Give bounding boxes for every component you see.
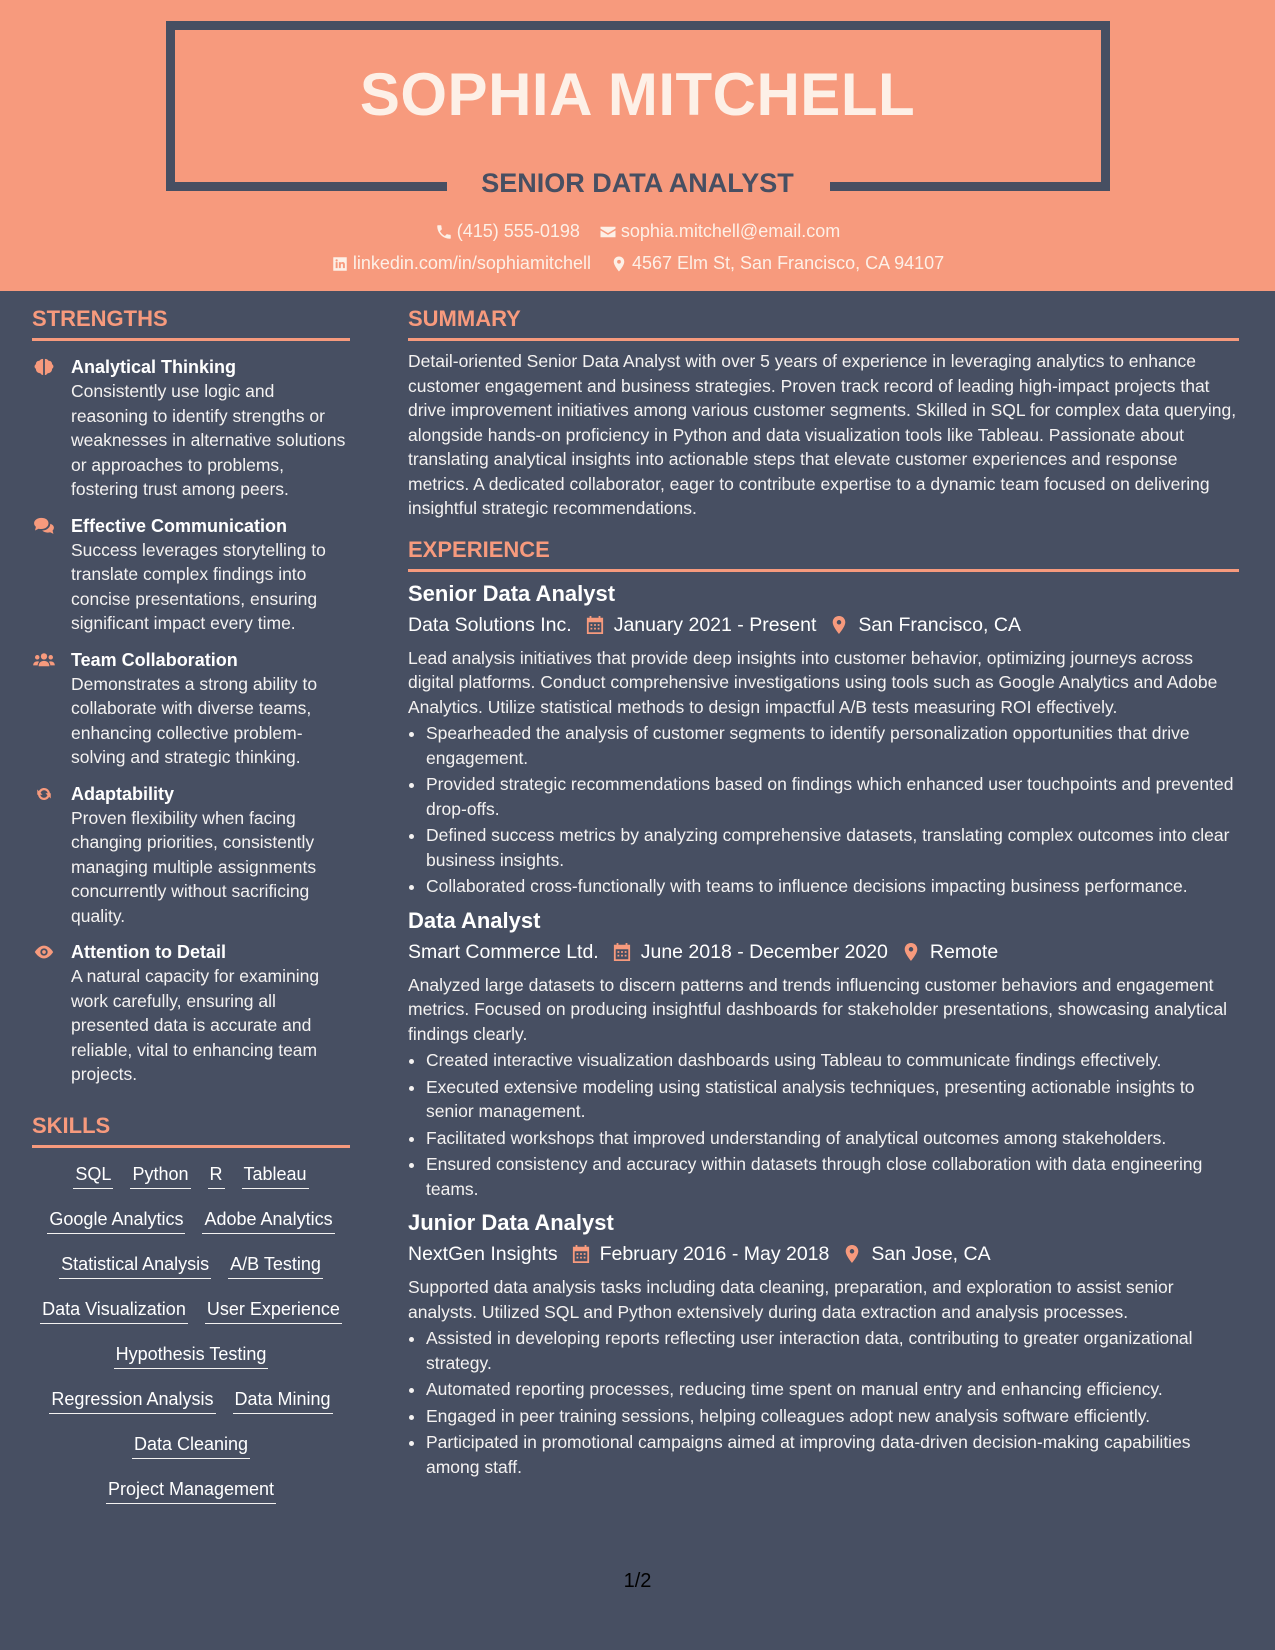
skill-row [32,1334,350,1379]
map-marker-icon [610,255,628,273]
email-contact[interactable] [599,221,840,242]
map-marker-icon [902,942,920,962]
linkedin-text: linkedin.com/in/sophiamitchell [352,253,591,273]
skill-row [32,1199,350,1244]
skill-tag: User Experience [205,1298,342,1324]
phone-contact[interactable] [435,221,580,242]
job-bullet: • Ensured consistency and accuracy within datasets through close collaboration with data engineering teams. [426,1152,1239,1201]
strength-title: Analytical Thinking [71,357,237,377]
linkedin-contact[interactable] [331,253,591,274]
strength-title: Team Collaboration [71,649,238,670]
job-bullet: • Spearheaded the analysis of customer segments to identify personalization opportunities that drive engagement. [426,721,1239,770]
calendar-icon [613,942,631,962]
map-marker-icon [830,615,848,635]
skill-row [32,1379,350,1424]
email-text: sophia.mitchell@email.com [620,221,841,241]
map-marker-icon [843,1244,861,1264]
job-bullets [408,1048,1239,1201]
job-company: Data Solutions Inc. [408,613,572,636]
skill-tag: R [208,1163,225,1189]
strength-title: Attention to Detail [71,942,226,962]
strength-description: Success leverages storytelling to translate complex findings into concise presentations, ensuring significant impact every time. [71,539,326,633]
job-bullets [408,1326,1239,1479]
calendar-icon [586,615,604,635]
candidate-name: SOPHIA MITCHELL [359,61,916,128]
right-column [408,306,1239,1481]
job-company: Smart Commerce Ltd. [408,940,599,963]
job-bullets [408,721,1239,899]
job-bullet: • Executed extensive modeling using statistical analysis techniques, presenting actionable insights to senior management. [426,1075,1239,1124]
job-bullet: • Created interactive visualization dashboards using Tableau to communicate findings effectively. [426,1048,1239,1073]
job-description: Supported data analysis tasks including data cleaning, preparation, and exploration to assist senior analysts. Utilized SQL and Python extensively during data extraction and analysis processes. [408,1277,1174,1322]
job-meta [408,610,1239,640]
skills-list [32,1154,350,1514]
skill-row [32,1469,350,1514]
summary-text: Detail-oriented Senior Data Analyst with over 5 years of experience in leveraging analytics to enhance customer engagement and business strategies. Proven track record of leading high-impact projects that drive improvement initiatives among various customer segments. Skilled in SQL for complex data querying, alongside hands-on proficiency in Python and data visualization tools like Tableau. Passionate about translating analytical insights into actionable steps that elevate customer experiences and response metrics. A dedicated collaborator, eager to contribute expertise to a dynamic team focused on delivering insightful strategic recommendations. [408,351,1237,518]
envelope-icon [599,223,617,241]
calendar-icon [572,1244,590,1264]
job-company: NextGen Insights [408,1243,558,1265]
job-title: Data Analyst [408,907,541,933]
skill-row [32,1244,350,1289]
strength-description: Proven flexibility when facing changing priorities, consistently managing multiple assignments concurrently without sacrificing quality. [71,807,317,926]
address-contact [610,253,944,274]
skill-tag: Python [130,1163,190,1189]
skill-tag: Adobe Analytics [202,1208,334,1234]
address-text: 4567 Elm St, San Francisco, CA 94107 [631,253,945,273]
skill-row [32,1289,350,1334]
strength-title: Adaptability [71,783,175,804]
candidate-role: SENIOR DATA ANALYST [481,168,794,198]
job-meta [408,1239,1239,1269]
strength-item [32,648,350,770]
strength-description: Demonstrates a strong ability to collaborate with diverse teams, enhancing collective problem-solving and strategic thinking. [71,673,318,767]
skill-tag: Project Management [106,1478,276,1504]
job-location: San Jose, CA [871,1243,991,1265]
job-meta [408,937,1239,967]
job-bullet: • Automated reporting processes, reducing time spent on manual entry and enhancing efficiency. [426,1377,1239,1402]
job-entry [408,907,1239,1202]
job-dates: January 2021 - Present [613,613,817,636]
strengths-heading: STRENGTHS [32,306,350,341]
skill-row [32,1154,350,1199]
job-bullet: • Participated in promotional campaigns aimed at improving data-driven decision-making capabilities among staff. [426,1430,1239,1479]
contact-row-2 [0,253,1275,278]
job-location: San Francisco, CA [858,613,1021,636]
skill-tag: Hypothesis Testing [114,1343,269,1369]
phone-text: (415) 555-0198 [456,221,580,241]
resume-header [0,0,1275,291]
job-title: Junior Data Analyst [408,1210,614,1235]
skill-tag: Google Analytics [47,1208,185,1234]
linkedin-icon [331,255,349,273]
job-location: Remote [929,940,999,963]
skill-tag: Data Cleaning [132,1433,250,1459]
job-dates: June 2018 - December 2020 [640,940,888,963]
page-number: 1/2 [623,1570,652,1592]
job-bullet: • Facilitated workshops that improved understanding of analytical outcomes among stakeholders. [426,1126,1239,1151]
strength-title: Effective Communication [71,515,288,536]
skills-heading: SKILLS [32,1113,350,1148]
left-column [32,306,350,1514]
skill-tag: SQL [73,1163,113,1189]
strength-description: A natural capacity for examining work carefully, ensuring all presented data is accurate and reliable, vital to enhancing team projects. [71,966,320,1084]
brain-icon [33,358,55,376]
job-description: Analyzed large datasets to discern patterns and trends influencing customer behaviors and engagement metrics. Focused on producing insightful dashboards for stakeholder presentations, showcasing analytical findings clearly. [408,974,1228,1044]
skill-tag: Tableau [242,1163,309,1189]
job-bullet: • Engaged in peer training sessions, helping colleagues adopt new analysis software efficiently. [426,1404,1239,1429]
strength-item [32,782,350,929]
job-entry [408,1209,1239,1479]
job-dates: February 2016 - May 2018 [599,1243,830,1265]
job-bullet: • Provided strategic recommendations based on findings which enhanced user touchpoints and prevented drop-offs. [426,772,1239,821]
strength-item [32,514,350,636]
phone-icon [435,223,453,241]
contact-row-1 [0,221,1275,246]
eye-icon [33,943,55,961]
skill-row [32,1424,350,1469]
job-bullet: • Assisted in developing reports reflecting user interaction data, contributing to greater organizational strategy. [426,1326,1239,1375]
job-description: Lead analysis initiatives that provide deep insights into customer behavior, optimizing journeys across digital platforms. Conduct comprehensive investigations using tools such as Google Analytics and Adobe Analytics. Utilize statistical methods to design impactful A/B tests measuring ROI effectively. [408,647,1218,717]
job-title: Senior Data Analyst [408,580,616,606]
sync-icon [33,785,55,803]
comments-icon [33,517,55,535]
skill-tag: A/B Testing [228,1253,323,1279]
skill-tag: Statistical Analysis [59,1253,211,1279]
job-bullet: • Defined success metrics by analyzing comprehensive datasets, translating complex outcomes into clear business insights. [426,823,1239,872]
skill-tag: Data Visualization [40,1298,188,1324]
strength-description: Consistently use logic and reasoning to identify strengths or weaknesses in alternative solutions or approaches to problems, fostering trust among peers. [71,381,346,499]
experience-heading: EXPERIENCE [408,537,1239,572]
job-bullet: • Collaborated cross-functionally with teams to influence decisions impacting business performance. [426,874,1239,899]
skill-tag: Data Mining [233,1388,333,1414]
summary-heading: SUMMARY [408,306,1239,341]
job-entry [408,580,1239,899]
skill-tag: Regression Analysis [49,1388,215,1414]
strength-item [32,940,350,1087]
strength-item [32,355,350,502]
users-icon [33,651,55,669]
